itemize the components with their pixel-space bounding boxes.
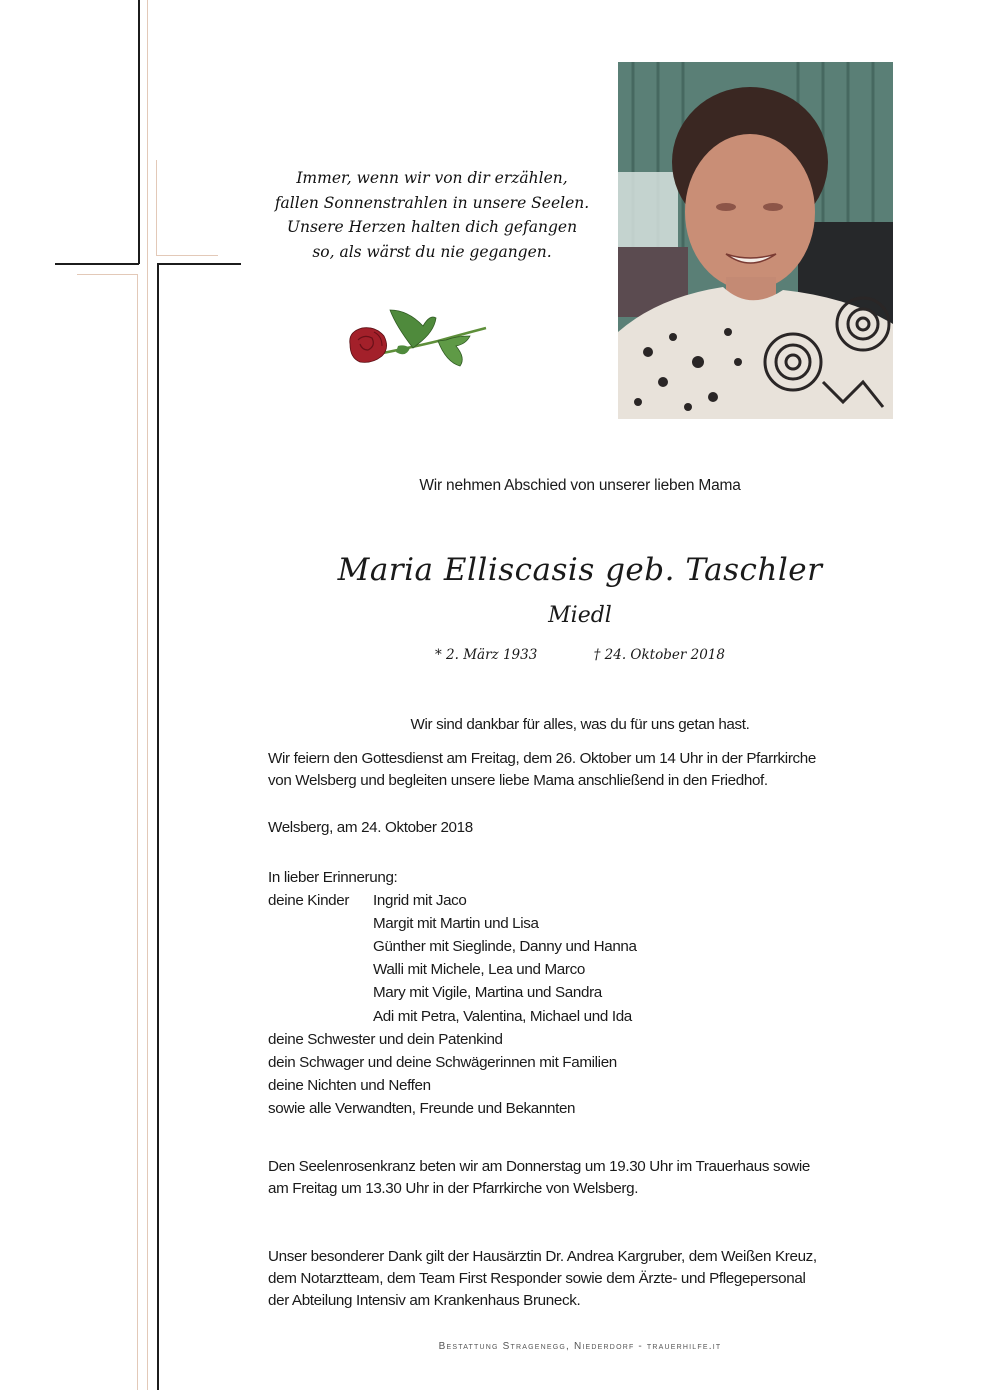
children-row xyxy=(268,889,617,912)
thanks-paragraph xyxy=(268,1246,898,1312)
rosary-line: am Freitag um 13.30 Uhr in der Pfarrkirche von Welsberg. xyxy=(268,1180,639,1197)
place-date-text: Welsberg, am 24. Oktober 2018 xyxy=(268,819,473,836)
children-row xyxy=(268,981,617,1004)
portrait-photo xyxy=(618,62,893,419)
child-entry: Mary mit Vigile, Martina und Sandra xyxy=(373,984,602,1002)
poem xyxy=(262,166,602,264)
poem-line: Immer, wenn wir von dir erzählen, xyxy=(296,169,568,187)
service-paragraph xyxy=(268,748,898,792)
place-date xyxy=(268,817,898,839)
thanks-line: Unser besonderer Dank gilt der Hausärztin Dr. Andrea Kargruber, dem Weißen Kreuz, xyxy=(268,1248,817,1265)
service-line: von Welsberg und begleiten unsere liebe Mama anschließend in den Friedhof. xyxy=(268,772,768,789)
funeral-home-footer: Bestattung Stragenegg, Niederdorf - trauerhilfe.it xyxy=(438,1341,722,1352)
poem-line: fallen Sonnenstrahlen in unsere Seelen. xyxy=(274,193,590,212)
thanks-line: der Abteilung Intensiv am Krankenhaus Bruneck. xyxy=(268,1292,581,1309)
relative-entry: deine Nichten und Neffen xyxy=(268,1076,431,1094)
death-date: † 24. Oktober 2018 xyxy=(593,647,725,663)
rosary-paragraph xyxy=(268,1156,898,1200)
farewell-line: Wir nehmen Abschied von unserer lieben Mama xyxy=(419,477,741,494)
children-row xyxy=(268,1005,632,1028)
memorial-list xyxy=(268,866,637,1120)
gratitude-line xyxy=(260,714,900,736)
poem-line: so, als wärst du nie gegangen. xyxy=(312,242,552,261)
deceased-name: Maria Elliscasis geb. Taschler xyxy=(337,552,823,588)
life-dates xyxy=(260,647,900,663)
child-entry: Ingrid mit Jaco xyxy=(373,892,467,910)
child-entry: Adi mit Petra, Valentina, Michael und Ida xyxy=(373,1007,632,1025)
child-entry: Walli mit Michele, Lea und Marco xyxy=(373,961,585,979)
child-entry: Margit mit Martin und Lisa xyxy=(373,915,539,933)
rose-icon xyxy=(338,296,488,376)
gratitude-text: Wir sind dankbar für alles, was du für uns getan hast. xyxy=(410,716,750,733)
poem-line: Unsere Herzen halten dich gefangen xyxy=(286,218,578,236)
children-label: deine Kinder xyxy=(268,892,350,910)
birth-date: * 2. März 1933 xyxy=(435,647,538,663)
children-row xyxy=(268,912,617,935)
children-row xyxy=(268,935,637,958)
rosary-line: Den Seelenrosenkranz beten wir am Donnerstag um 19.30 Uhr im Trauerhaus sowie xyxy=(268,1158,811,1175)
memorial-heading: In lieber Erinnerung: xyxy=(268,869,398,886)
children-row xyxy=(268,958,617,981)
relative-entry: dein Schwager und deine Schwägerinnen mit Familien xyxy=(268,1053,617,1071)
child-entry: Günther mit Sieglinde, Danny und Hanna xyxy=(373,938,637,956)
deceased-nickname: Miedl xyxy=(548,603,612,628)
relative-entry: deine Schwester und dein Patenkind xyxy=(268,1030,503,1048)
thanks-line: dem Notarztteam, dem Team First Responder sowie dem Ärzte- und Pflegepersonal xyxy=(268,1270,806,1287)
relative-entry: sowie alle Verwandten, Freunde und Bekannten xyxy=(268,1099,576,1117)
service-line: Wir feiern den Gottesdienst am Freitag, dem 26. Oktober um 14 Uhr in der Pfarrkirche xyxy=(268,750,816,767)
